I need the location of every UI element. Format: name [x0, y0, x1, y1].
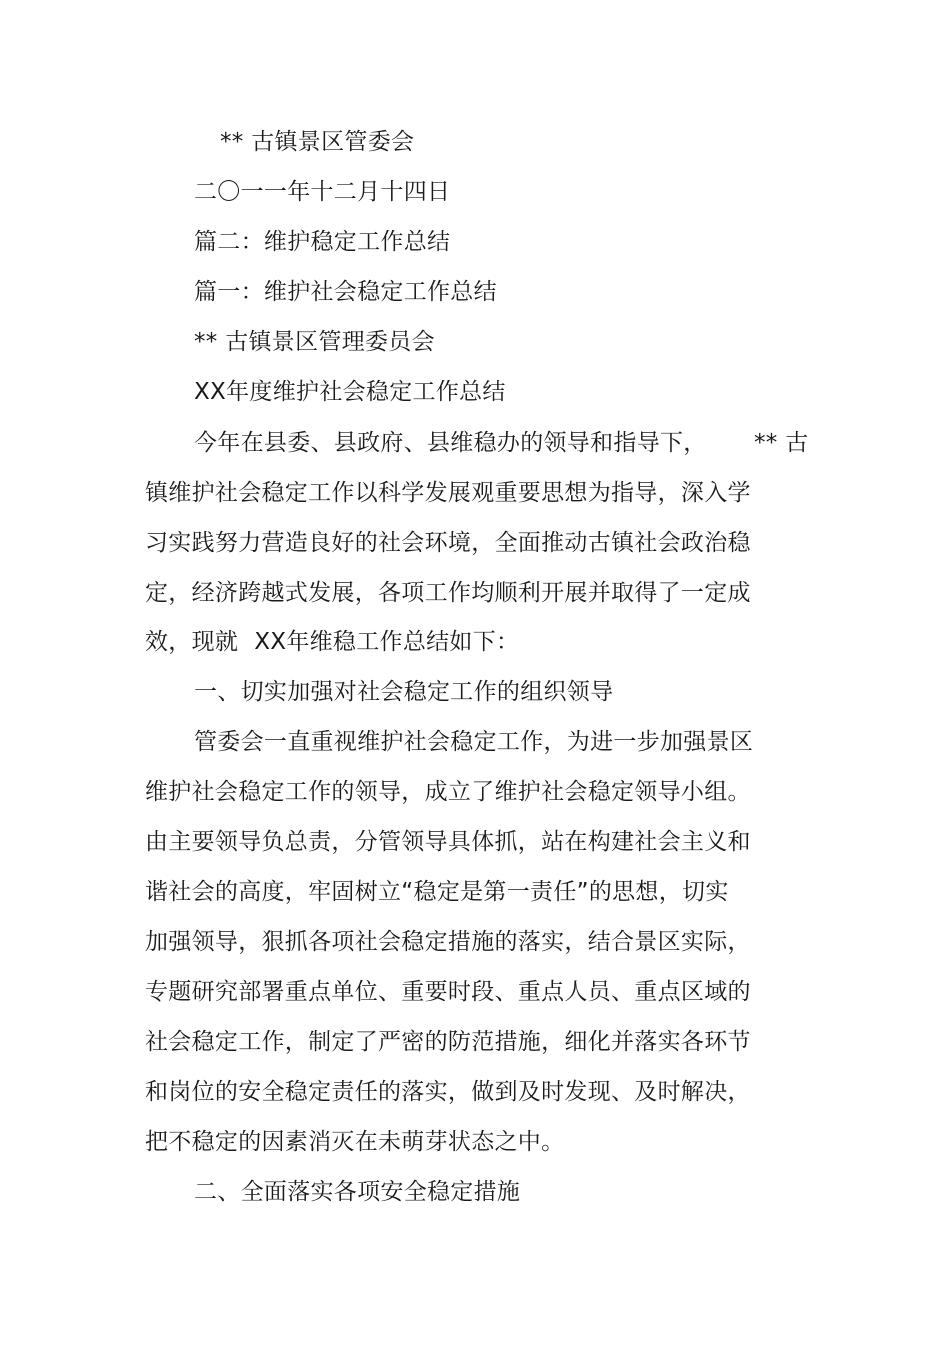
heading-part2: 篇二：维护稳定工作总结	[194, 229, 451, 255]
signoff-org: ** 古镇景区管委会	[220, 129, 415, 155]
section1-line: 专题研究部署重点单位、重要时段、重点人员、重点区域的	[145, 979, 751, 1005]
report-title: XX年度维护社会稳定工作总结	[194, 379, 506, 405]
section1-line: 谐社会的高度，牢固树立“稳定是第一责任”的思想，切实	[145, 879, 729, 905]
intro-line-1b: ** 古	[754, 430, 809, 456]
intro-line-4: 定，经济跨越式发展，各项工作均顺利开展并取得了一定成	[145, 580, 751, 606]
section1-line: 维护社会稳定工作的领导，成立了维护社会稳定领导小组。	[145, 779, 751, 805]
section1-line: 管委会一直重视维护社会稳定工作，为进一步加强景区	[194, 729, 754, 755]
heading-org-full: ** 古镇景区管理委员会	[194, 329, 435, 355]
section1-line: 由主要领导负总责，分管领导具体抓，站在构建社会主义和	[145, 829, 751, 855]
intro-line-3: 习实践努力营造良好的社会环境，全面推动古镇社会政治稳	[145, 530, 751, 556]
section1-line: 把不稳定的因素消灭在未萌芽状态之中。	[145, 1129, 565, 1155]
signoff-date: 二〇一一年十二月十四日	[194, 179, 451, 205]
intro-line-5b: XX年维稳工作总结如下：	[254, 629, 520, 655]
heading-part1: 篇一：维护社会稳定工作总结	[194, 279, 497, 305]
intro-line-1a: 今年在县委、县政府、县维稳办的领导和指导下，	[194, 430, 707, 456]
section1-line: 社会稳定工作，制定了严密的防范措施，细化并落实各环节	[145, 1029, 751, 1055]
intro-line-5	[145, 627, 519, 657]
section1-line: 和岗位的安全稳定责任的落实，做到及时发现、及时解决，	[145, 1079, 751, 1105]
section1-line: 加强领导，狠抓各项社会稳定措施的落实，结合景区实际，	[145, 929, 751, 955]
intro-line-5a: 效，现就	[145, 629, 239, 655]
section1-heading: 一、切实加强对社会稳定工作的组织领导	[194, 679, 614, 705]
section2-heading: 二、全面落实各项安全稳定措施	[194, 1179, 521, 1205]
intro-line-2: 镇维护社会稳定工作以科学发展观重要思想为指导，深入学	[145, 480, 751, 506]
